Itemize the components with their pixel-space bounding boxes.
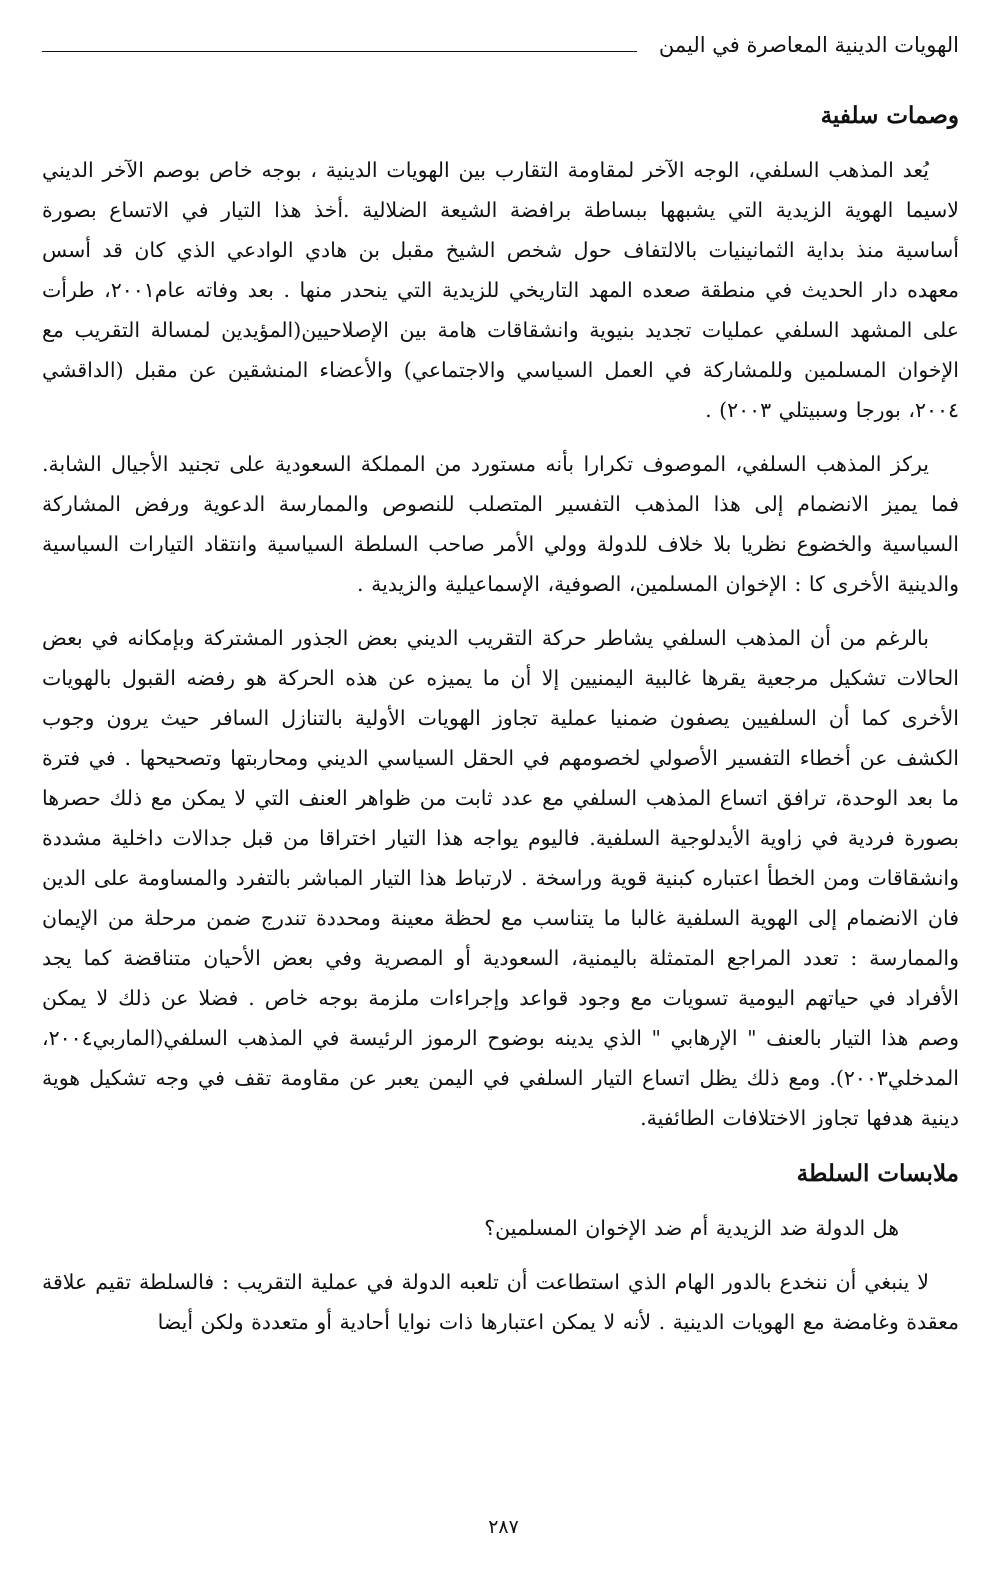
paragraph-1: يُعد المذهب السلفي، الوجه الآخر لمقاومة التقارب بين الهويات الدينية ، بوجه خاص بوصم الآخر الديني لاسيما الهوية الزيدية التي يشبهها ببساطة برافضة الشيعة الضلالية .أخذ هذا التيار في الاتساع بصورة أساسية منذ بداية الثمانينيات بالالتفاف حول شخص الشيخ مقبل بن هادي الوادعي الذي كان قد أسس معهده دار الحديث في منطقة صعده المهد التاريخي للزيدية التي ينحدر منها . بعد وفاته عام٢٠٠١، طرأت على المشهد السلفي عمليات تجديد بنيوية وانشقاقات هامة بين الإصلاحيين(المؤيدين لمسالة التقريب مع الإخوان المسلمين وللمشاركة في العمل السياسي والاجتماعي) والأعضاء المنشقين عن مقبل (الداقشي ٢٠٠٤، بورجا وسبيتلي ٢٠٠٣) .: [42, 158, 959, 422]
paragraph-3: بالرغم من أن المذهب السلفي يشاطر حركة التقريب الديني بعض الجذور المشتركة وبإمكانه في بعض الحالات تشكيل مرجعية يقرها غالبية اليمنيين إلا أن ما يميزه عن هذه الحركة هو رفضه القبول بالهويات الأخرى كما أن السلفيين يصفون ضمنيا عملية تجاوز الهويات الأولية بالتنازل السافر حيث يرون وجوب الكشف عن أخطاء التفسير الأصولي لخصومهم في الحقل السياسي الديني ومحاربتها وتصحيحها . في فترة ما بعد الوحدة، ترافق اتساع المذهب السلفي مع عدد ثابت من ظواهر العنف التي لا يمكن مع ذلك حصرها بصورة فردية في زاوية الأيدلوجية السلفية. فاليوم يواجه هذا التيار اختراقا من قبل جدالات داخلية مشددة وانشقاقات ومن الخطأ اعتباره كبنية قوية وراسخة . لارتباط هذا التيار المباشر بالتفرد والمساومة على الدين فان الانضمام إلى الهوية السلفية غالبا ما يتناسب مع لحظة معينة ومحددة تندرج ضمن مرحلة من الإيمان والممارسة : تعدد المراجع المتمثلة باليمنية، السعودية أو المصرية وفي بعض الأحيان متناقضة كما يجد الأفراد في حياتهم اليومية تسويات مع وجود قواعد وإجراءات ملزمة بوجه خاص . فضلا عن ذلك لا يمكن وصم هذا التيار بالعنف " الإرهابي " الذي يدينه بوضوح الرموز الرئيسة في المذهب السلفي(الماربي٢٠٠٤، المدخلي٢٠٠٣). ومع ذلك يظل اتساع التيار السلفي في اليمن يعبر عن مقاومة تقف في وجه تشكيل هوية دينية هدفها تجاوز الاختلافات الطائفية.: [42, 626, 959, 1130]
section-heading-salafi-stigmas: وصمات سلفية: [820, 102, 959, 129]
paragraph-4: لا ينبغي أن ننخدع بالدور الهام الذي استطاعت أن تلعبه الدولة في عملية التقريب : فالسلطة تقيم علاقة معقدة وغامضة مع الهويات الدينية . لأنه لا يمكن اعتبارها ذات نوايا أحادية أو متعددة ولكن أيضا: [42, 1270, 959, 1334]
question-line: هل الدولة ضد الزيدية أم ضد الإخوان المسلمين؟: [484, 1216, 899, 1240]
paragraph-2: يركز المذهب السلفي، الموصوف تكرارا بأنه مستورد من المملكة السعودية على تجنيد الأجيال الشابة. فما يميز الانضمام إلى هذا المذهب التفسير المتصلب للنصوص والممارسة الدعوية ورفض المشاركة السياسية والخضوع نظريا بلا خلاف للدولة وولي الأمر صاحب السلطة السياسية وانتقاد التيارات السياسية والدينية الأخرى كا : الإخوان المسلمين، الصوفية، الإسماعيلية والزيدية .: [42, 452, 959, 596]
page-number: ٢٨٧: [488, 1516, 519, 1538]
header-rule: [42, 51, 637, 52]
running-header: [42, 30, 959, 60]
running-header-title: الهويات الدينية المعاصرة في اليمن: [658, 33, 959, 57]
section-heading-power-circumstances: ملابسات السلطة: [796, 1160, 959, 1187]
page-body: [42, 96, 959, 1356]
